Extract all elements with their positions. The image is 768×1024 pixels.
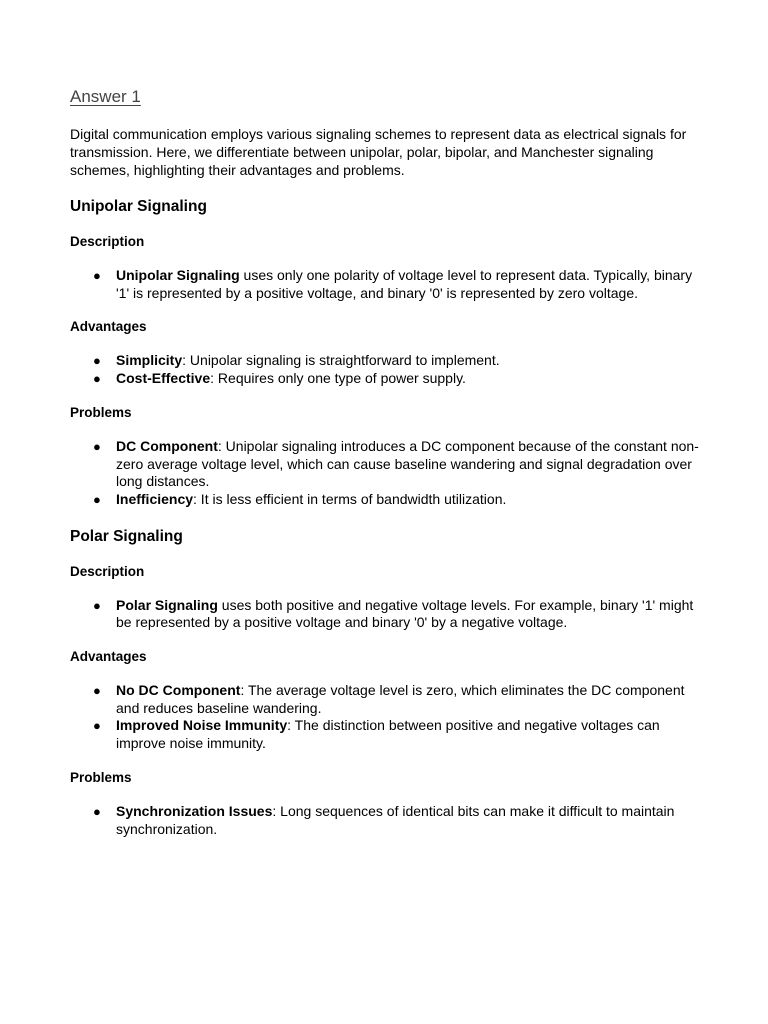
document-title: Answer 1 xyxy=(70,87,141,106)
list-item-term: Synchronization Issues xyxy=(116,802,273,819)
bullet-icon: ● xyxy=(93,371,101,387)
list-item-term: Inefficiency xyxy=(116,490,194,507)
bullet-icon: ● xyxy=(93,353,101,369)
list-item-text: : It is less efficient in terms of bandwidth utilization. xyxy=(193,490,507,507)
unipolar-problems-heading: Problems xyxy=(70,404,132,420)
list-item-term: DC Component xyxy=(116,437,218,454)
list-item xyxy=(70,267,708,302)
polar-heading: Polar Signaling xyxy=(70,527,183,545)
list-item-term: Simplicity xyxy=(116,352,183,369)
list-item xyxy=(70,682,708,717)
unipolar-advantages-heading: Advantages xyxy=(70,319,147,335)
list-item-term: Cost-Effective xyxy=(116,370,211,387)
list-item-text: uses both positive and negative voltage levels. For example, binary '1' might be represented by a positive voltage and binary '0' by a negative voltage. xyxy=(116,596,694,631)
polar-section xyxy=(70,527,708,839)
list-item xyxy=(70,352,708,370)
list-item-term: No DC Component xyxy=(116,682,241,699)
polar-problems-list xyxy=(70,803,708,838)
list-item-text: : Long sequences of identical bits can make it difficult to maintain synchronization. xyxy=(116,802,675,837)
list-item xyxy=(70,717,708,752)
list-item xyxy=(70,491,708,509)
unipolar-description-heading: Description xyxy=(70,234,145,249)
polar-description-heading: Description xyxy=(70,563,145,579)
unipolar-problems-list xyxy=(70,438,708,509)
list-item-text: : Requires only one type of power supply. xyxy=(210,370,466,387)
list-item-text: : Unipolar signaling is straightforward to implement. xyxy=(182,352,500,369)
list-item-term: Polar Signaling xyxy=(116,596,218,613)
polar-description-list xyxy=(70,597,708,632)
list-item-term: Unipolar Signaling xyxy=(116,267,240,283)
list-item-text: : The average voltage level is zero, which eliminates the DC component and reduces baseline wandering. xyxy=(116,682,685,716)
list-item-text: : Unipolar signaling introduces a DC component because of the constant non-zero average voltage level, which can cause baseline wandering and signal degradation over long distances. xyxy=(116,437,699,490)
intro-paragraph: Digital communication employs various signaling schemes to represent data as electrical signals for transmission. Here, we differentiate between unipolar, polar, bipolar, and Manchester signaling schemes, highlighting their advantages and problems. xyxy=(70,126,687,178)
list-item xyxy=(70,438,708,491)
bullet-icon: ● xyxy=(93,803,101,819)
polar-advantages-list xyxy=(70,682,708,753)
list-item xyxy=(70,803,708,838)
unipolar-heading: Unipolar Signaling xyxy=(70,198,207,215)
unipolar-description-list xyxy=(70,267,708,302)
list-item xyxy=(70,597,708,632)
list-item xyxy=(70,370,708,388)
unipolar-section xyxy=(70,197,708,509)
bullet-icon: ● xyxy=(93,597,101,613)
polar-problems-heading: Problems xyxy=(70,769,132,785)
bullet-icon: ● xyxy=(93,491,101,507)
polar-advantages-heading: Advantages xyxy=(70,649,147,665)
unipolar-advantages-list xyxy=(70,352,708,387)
list-item-text: : The distinction between positive and negative voltages can improve noise immunity. xyxy=(116,717,660,752)
bullet-icon: ● xyxy=(93,268,101,283)
list-item-term: Improved Noise Immunity xyxy=(116,717,288,734)
list-item-text: uses only one polarity of voltage level to represent data. Typically, binary '1' is represented by a positive voltage, and binary '0' is represented by zero voltage. xyxy=(116,267,693,301)
bullet-icon: ● xyxy=(93,683,101,699)
bullet-icon: ● xyxy=(93,438,101,454)
bullet-icon: ● xyxy=(93,718,101,734)
